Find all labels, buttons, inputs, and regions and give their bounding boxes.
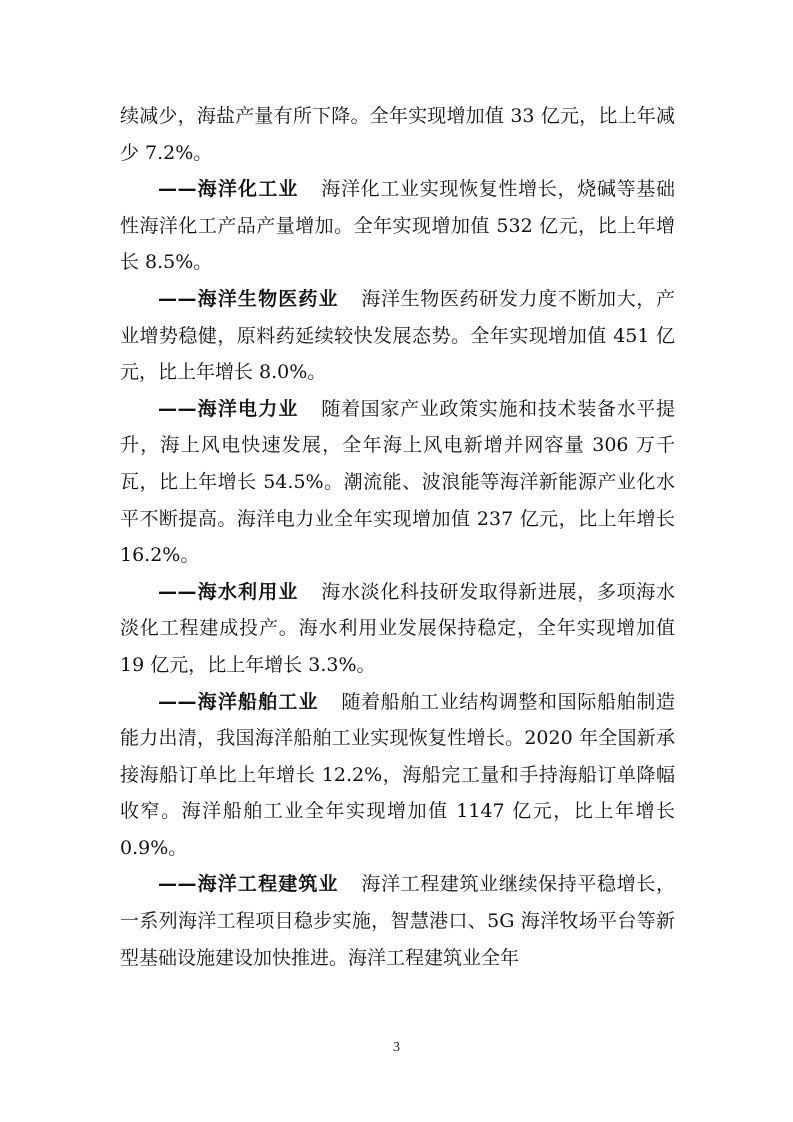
section-heading: ——海洋化工业 [158,178,299,201]
section-seawater-utilization [120,574,675,684]
intro-paragraph: 续减少，海盐产量有所下降。全年实现增加值 33 亿元，比上年减少 7.2%。 [120,105,675,164]
section-heading: ——海水利用业 [158,580,299,603]
document-body [120,98,675,976]
section-text: 海洋生物医药研发力度不断加大，产业增势稳健，原料药延续较快发展态势。全年实现增加值 451 亿元，比上年增长 8.0%。 [120,287,675,384]
section-text: 海洋工程建筑业继续保持平稳增长，一系列海洋工程项目稳步实施，智慧港口、5G 海洋牧场平台等新型基础设施建设加快推进。海洋工程建筑业全年 [120,873,675,969]
section-marine-biomedicine [120,281,675,391]
page-number: 3 [393,1040,400,1055]
section-text: 随着国家产业政策实施和技术装备水平提升，海上风电快速发展，全年海上风电新增并网容量 306 万千瓦，比上年增长 54.5%。潮流能、波浪能等海洋新能源产业化水平不断提高。海洋电力业全年实现增加值 237 亿元，比上年增长 16.2%。 [120,397,675,567]
section-text: 随着船舶工业结构调整和国际船舶制造能力出清，我国海洋船舶工业实现恢复性增长。2020 年全国新承接海船订单比上年增长 12.2%，海船完工量和手持海船订单降幅收窄。海洋船舶工业全年实现增加值 1147 亿元，比上年增长 0.9%。 [120,690,675,859]
section-marine-power [120,391,675,574]
section-heading: ——海洋电力业 [158,397,299,420]
section-heading: ——海洋工程建筑业 [158,873,339,896]
section-marine-engineering-construction [120,866,675,976]
section-text: 海洋化工业实现恢复性增长，烧碱等基础性海洋化工产品产量增加。全年实现增加值 532 亿元，比上年增长 8.5%。 [120,178,675,274]
section-text: 海水淡化科技研发取得新进展，多项海水淡化工程建成投产。海水利用业发展保持稳定，全年实现增加值 19 亿元，比上年增长 3.3%。 [120,580,675,676]
section-marine-chemical [120,171,675,281]
section-heading: ——海洋船舶工业 [158,690,319,713]
section-marine-shipbuilding [120,684,675,867]
section-heading: ——海洋生物医药业 [158,287,339,310]
